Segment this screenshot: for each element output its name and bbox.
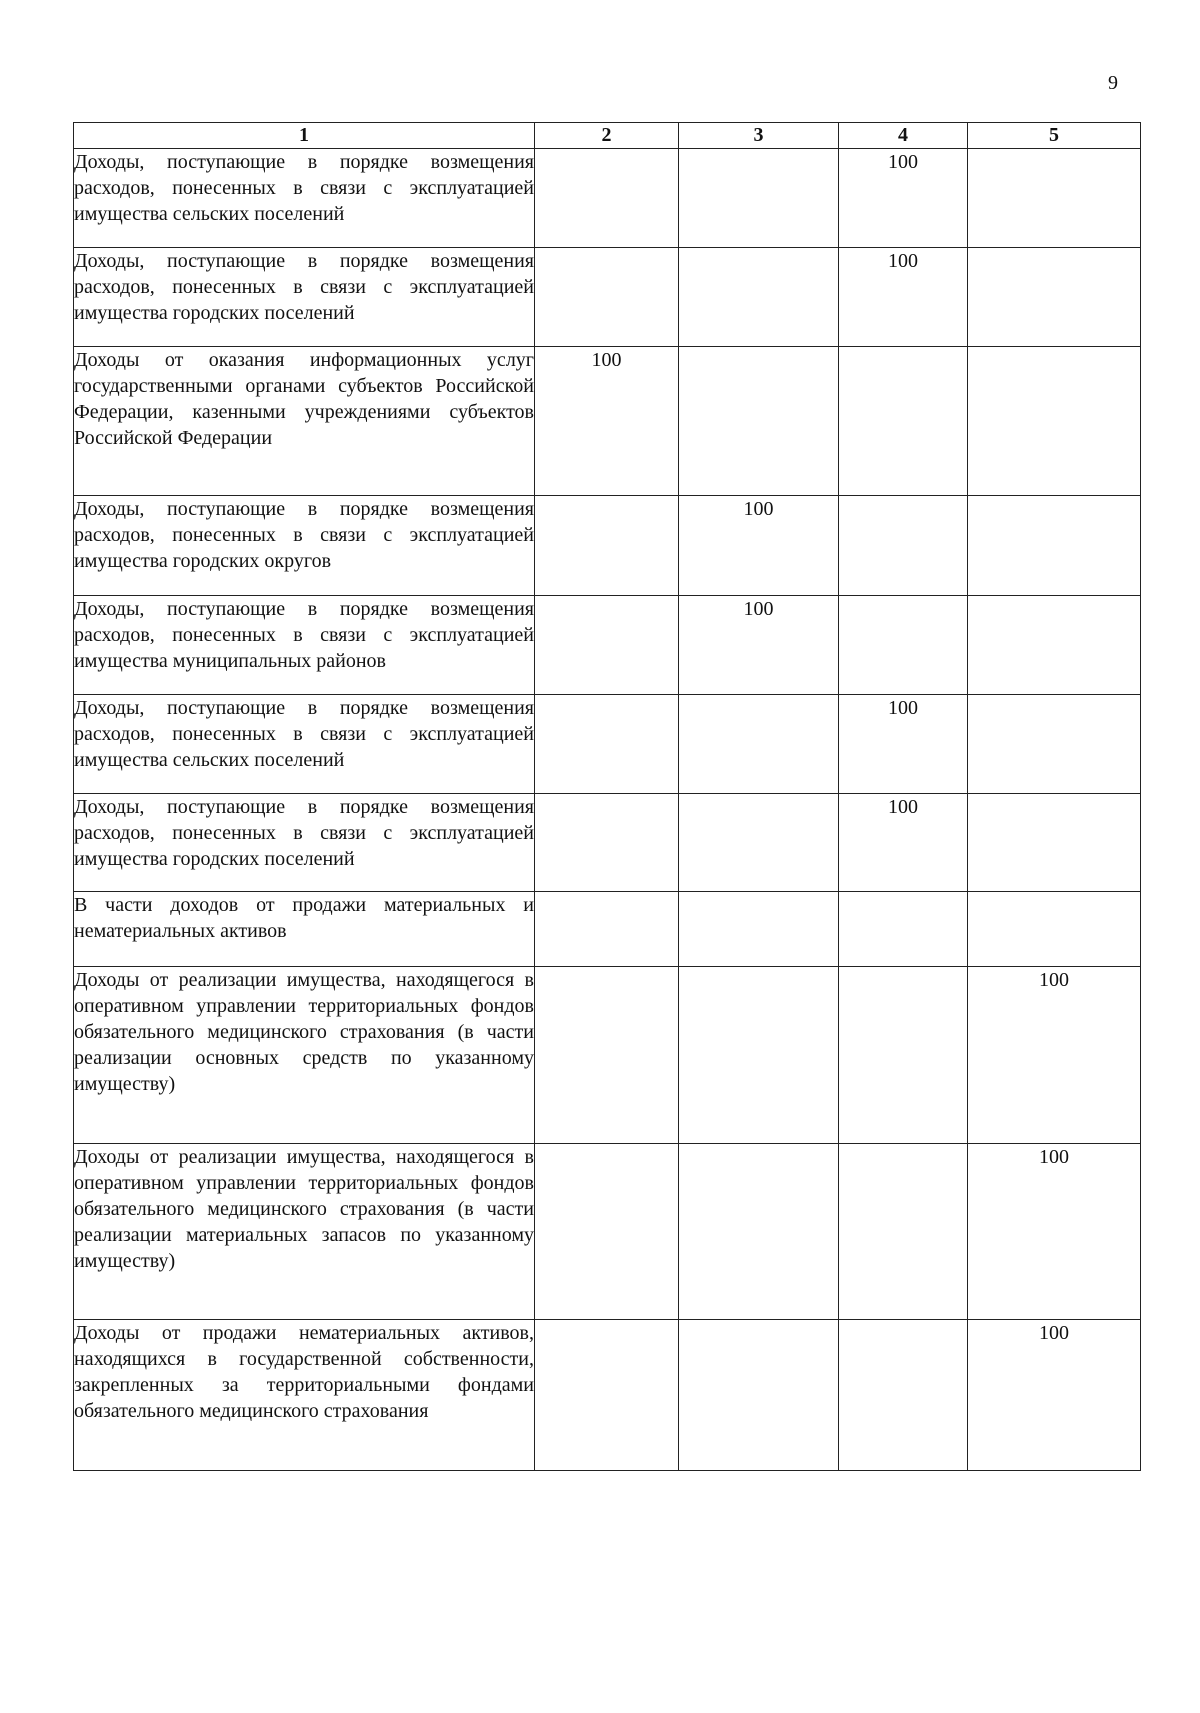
row-description: Доходы, поступающие в порядке возмещения расходов, понесенных в связи с эксплуатацией имущества сельских поселений	[74, 695, 535, 794]
column-header-4: 4	[839, 123, 968, 149]
value-cell-col3	[679, 1144, 839, 1320]
value-cell-col3	[679, 149, 839, 248]
row-description: Доходы от реализации имущества, находящегося в оперативном управлении территориальных фондов обязательного медицинского страхования (в части реализации основных средств по указанному имуществу)	[74, 967, 535, 1144]
value-cell-col2	[535, 596, 679, 695]
value-cell-col3: 100	[679, 596, 839, 695]
value-cell-col3	[679, 695, 839, 794]
value-cell-col2	[535, 149, 679, 248]
value-cell-col4: 100	[839, 695, 968, 794]
value-cell-col4	[839, 596, 968, 695]
value-cell-col2	[535, 248, 679, 347]
row-description: Доходы, поступающие в порядке возмещения расходов, понесенных в связи с эксплуатацией имущества городских поселений	[74, 248, 535, 347]
row-description: Доходы, поступающие в порядке возмещения расходов, понесенных в связи с эксплуатацией имущества сельских поселений	[74, 149, 535, 248]
value-cell-col2: 100	[535, 347, 679, 496]
value-cell-col2	[535, 1320, 679, 1471]
value-cell-col5	[968, 149, 1141, 248]
value-cell-col4	[839, 892, 968, 967]
value-cell-col4	[839, 496, 968, 596]
column-header-5: 5	[968, 123, 1141, 149]
value-cell-col5	[968, 248, 1141, 347]
value-cell-col5	[968, 496, 1141, 596]
row-description: Доходы от реализации имущества, находящегося в оперативном управлении территориальных фондов обязательного медицинского страхования (в части реализации материальных запасов по указанному имуществу)	[74, 1144, 535, 1320]
value-cell-col5	[968, 596, 1141, 695]
column-header-3: 3	[679, 123, 839, 149]
table-row	[74, 596, 1141, 695]
value-cell-col3	[679, 967, 839, 1144]
value-cell-col2	[535, 1144, 679, 1320]
value-cell-col2	[535, 794, 679, 892]
value-cell-col4: 100	[839, 248, 968, 347]
table-row	[74, 1144, 1141, 1320]
value-cell-col3	[679, 892, 839, 967]
revenue-distribution-table	[73, 122, 1141, 1471]
row-description: Доходы, поступающие в порядке возмещения расходов, понесенных в связи с эксплуатацией имущества муниципальных районов	[74, 596, 535, 695]
table-row	[74, 695, 1141, 794]
value-cell-col3: 100	[679, 496, 839, 596]
value-cell-col4: 100	[839, 149, 968, 248]
value-cell-col3	[679, 794, 839, 892]
row-description: В части доходов от продажи материальных и нематериальных активов	[74, 892, 535, 967]
table-row	[74, 1320, 1141, 1471]
table-row	[74, 149, 1141, 248]
value-cell-col5	[968, 347, 1141, 496]
value-cell-col5	[968, 794, 1141, 892]
table-row	[74, 347, 1141, 496]
value-cell-col4	[839, 1144, 968, 1320]
row-description: Доходы от продажи нематериальных активов, находящихся в государственной собственности, закрепленных за территориальными фондами обязательного медицинского страхования	[74, 1320, 535, 1471]
value-cell-col2	[535, 967, 679, 1144]
value-cell-col2	[535, 892, 679, 967]
row-description: Доходы от оказания информационных услуг государственными органами субъектов Российской Федерации, казенными учреждениями субъектов Российской Федерации	[74, 347, 535, 496]
table-row	[74, 892, 1141, 967]
value-cell-col3	[679, 347, 839, 496]
table-row	[74, 794, 1141, 892]
value-cell-col5	[968, 695, 1141, 794]
value-cell-col2	[535, 695, 679, 794]
row-description: Доходы, поступающие в порядке возмещения расходов, понесенных в связи с эксплуатацией имущества городских округов	[74, 496, 535, 596]
value-cell-col3	[679, 1320, 839, 1471]
row-description: Доходы, поступающие в порядке возмещения расходов, понесенных в связи с эксплуатацией имущества городских поселений	[74, 794, 535, 892]
value-cell-col5: 100	[968, 967, 1141, 1144]
value-cell-col5: 100	[968, 1144, 1141, 1320]
table-header-row	[74, 123, 1141, 149]
value-cell-col4	[839, 347, 968, 496]
value-cell-col3	[679, 248, 839, 347]
value-cell-col5	[968, 892, 1141, 967]
table-row	[74, 496, 1141, 596]
table-row	[74, 967, 1141, 1144]
column-header-1: 1	[74, 123, 535, 149]
value-cell-col4: 100	[839, 794, 968, 892]
value-cell-col5: 100	[968, 1320, 1141, 1471]
value-cell-col4	[839, 967, 968, 1144]
table-row	[74, 248, 1141, 347]
value-cell-col4	[839, 1320, 968, 1471]
page-number: 9	[1108, 72, 1118, 94]
column-header-2: 2	[535, 123, 679, 149]
value-cell-col2	[535, 496, 679, 596]
